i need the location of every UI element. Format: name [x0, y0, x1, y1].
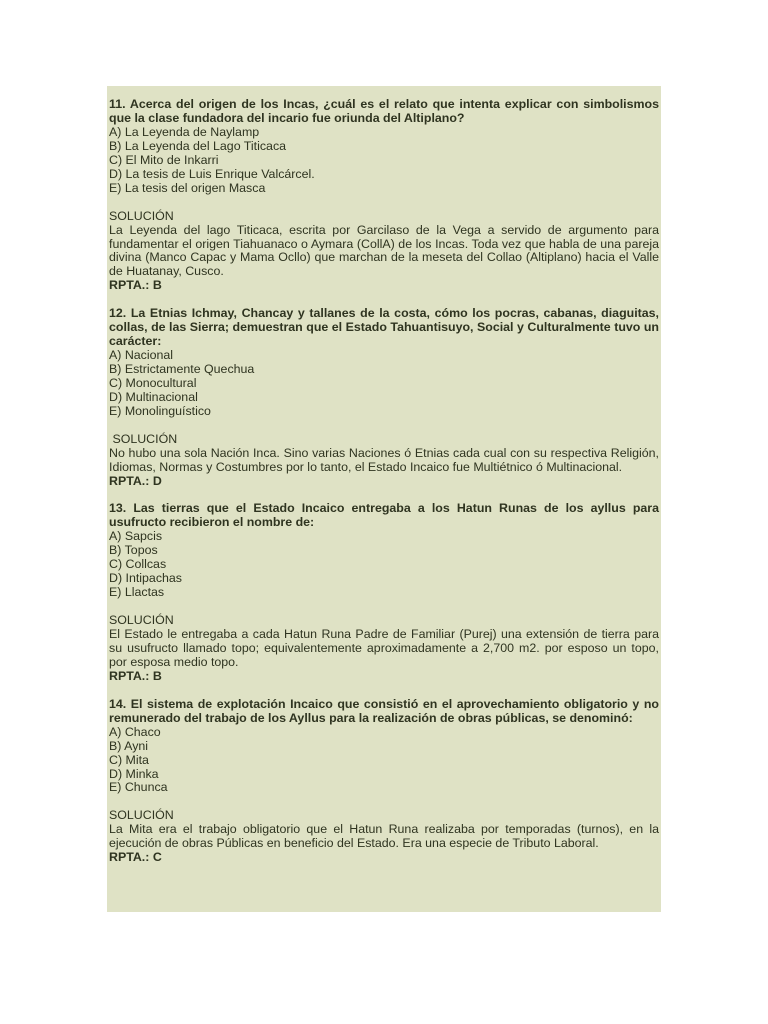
question-block-12: [109, 307, 659, 488]
solution-heading: SOLUCIÓN: [109, 613, 174, 628]
answer-label: RPTA.: B: [109, 278, 162, 293]
question-text: 14. El sistema de explotación Incaico que consistió en el aprovechamiento obligatorio y no remunerado del trabajo de los Ayllus para la realización de obras públicas, se denominó:: [109, 696, 659, 725]
option-c: C) Mita: [109, 752, 149, 767]
options-list: [109, 126, 659, 196]
document-page: [107, 86, 661, 912]
solution-heading: SOLUCIÓN: [109, 208, 174, 223]
solution-heading: SOLUCIÓN: [109, 431, 178, 446]
option-c: C) Collcas: [109, 557, 167, 572]
question-text: 13. Las tierras que el Estado Incaico entregaba a los Hatun Runas de los ayllus para usufructo recibieron el nombre de:: [109, 501, 659, 530]
option-e: E) Llactas: [109, 585, 165, 600]
question-block-14: [109, 698, 659, 865]
option-c: C) Monocultural: [109, 375, 197, 390]
answer-label: RPTA.: D: [109, 473, 162, 488]
answer-label: RPTA.: B: [109, 668, 162, 683]
option-e: E) Chunca: [109, 780, 168, 795]
option-a: A) Chaco: [109, 724, 161, 739]
option-d: D) Minka: [109, 766, 159, 781]
option-b: B) Estrictamente Quechua: [109, 362, 255, 377]
solution-heading: SOLUCIÓN: [109, 808, 174, 823]
option-b: B) La Leyenda del Lago Titicaca: [109, 138, 287, 153]
option-d: D) La tesis de Luis Enrique Valcárcel.: [109, 166, 315, 181]
option-b: B) Ayni: [109, 738, 149, 753]
options-list: [109, 726, 659, 796]
option-d: D) Multinacional: [109, 389, 198, 404]
options-list: [109, 530, 659, 600]
solution-text: La Leyenda del lago Titicaca, escrita por Garcilaso de la Vega a servido de argumento para fundamentar el origen Tiahuanaco o Aymara (CollA) de los Incas. Toda vez que habla de una pareja divina (Manco Capac y Mama Ocllo) que marchan de la meseta del Collao (Altiplano) hacia el Valle de Huatanay, Cusco.: [109, 222, 659, 279]
option-a: A) Nacional: [109, 348, 174, 363]
option-c: C) El Mito de Inkarri: [109, 152, 219, 167]
question-text: 12. La Etnias Ichmay, Chancay y tallanes de la costa, cómo los pocras, cabanas, diaguitas, collas, de las Sierra; demuestran que el Estado Tahuantisuyo, Social y Culturalmente tuvo un carácter:: [109, 306, 659, 349]
question-text: 11. Acerca del origen de los Incas, ¿cuál es el relato que intenta explicar con simbolismos que la clase fundadora del incario fue oriunda del Altiplano?: [109, 97, 659, 125]
question-block-11: [109, 98, 659, 293]
answer-label: RPTA.: C: [109, 850, 162, 865]
question-block-13: [109, 502, 659, 683]
option-d: D) Intipachas: [109, 571, 183, 586]
solution-text: No hubo una sola Nación Inca. Sino varias Naciones ó Etnias cada cual con su respectiva Religión, Idiomas, Normas y Costumbres por lo tanto, el Estado Incaico fue Multiétnico ó Multinacional.: [109, 445, 659, 474]
solution-text: El Estado le entregaba a cada Hatun Runa Padre de Familiar (Purej) una extensión de tierra para su usufructo llamado topo; equivalentemente aproximadamente a 2,700 m2. por esposo un topo, por esposa medio topo.: [109, 627, 659, 669]
option-a: A) La Leyenda de Naylamp: [109, 124, 260, 139]
option-e: E) La tesis del origen Masca: [109, 180, 266, 195]
option-e: E) Monolinguístico: [109, 403, 211, 418]
option-b: B) Topos: [109, 543, 158, 558]
solution-text: La Mita era el trabajo obligatorio que el Hatun Runa realizaba por temporadas (turnos), en la ejecución de obras Públicas en beneficio del Estado. Era una especie de Tributo Laboral.: [109, 822, 659, 851]
options-list: [109, 349, 659, 419]
option-a: A) Sapcis: [109, 529, 163, 544]
